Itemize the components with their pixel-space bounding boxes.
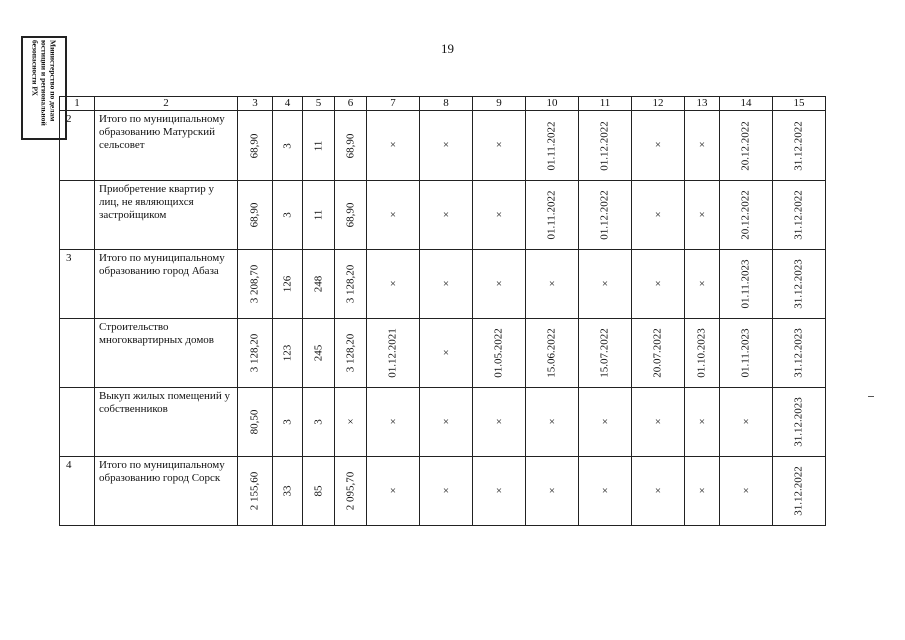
row-number-cell: 2 (60, 111, 95, 181)
rotated-value: 01.10.2023 (695, 328, 708, 378)
value-cell (632, 319, 685, 388)
value-cell (238, 457, 273, 526)
rotated-value: 01.11.2022 (545, 190, 558, 240)
rotated-value: 123 (281, 344, 293, 362)
rotated-value: 3 (281, 142, 293, 149)
value-cell (303, 457, 335, 526)
page-number: 19 (441, 41, 454, 56)
value-cell (303, 181, 335, 250)
rotated-value: 68,90 (344, 202, 356, 228)
column-number-cell: 9 (473, 97, 526, 111)
rotated-value: 3 (312, 419, 324, 425)
column-number-cell: 2 (95, 97, 238, 111)
rotated-value: 31.12.2022 (792, 466, 805, 516)
table-row (60, 111, 826, 181)
value-cell (367, 319, 420, 388)
stamp-line: безопасности РХ (30, 40, 40, 96)
value-cell (526, 181, 579, 250)
column-number-cell: 15 (773, 97, 826, 111)
not-applicable-cell: × (473, 457, 526, 526)
column-number-cell: 1 (60, 97, 95, 111)
not-applicable-cell: × (420, 457, 473, 526)
value-cell (773, 250, 826, 319)
not-applicable-cell: × (632, 181, 685, 250)
rotated-value: 3 208,70 (248, 264, 261, 304)
row-name-cell: Строительство многоквартирных домов (95, 319, 238, 388)
rotated-value: 15.06.2022 (545, 328, 558, 378)
table-row (60, 388, 826, 457)
value-cell (773, 388, 826, 457)
rotated-value: 31.12.2022 (792, 190, 805, 240)
value-cell (303, 250, 335, 319)
value-cell (238, 181, 273, 250)
not-applicable-cell: × (632, 457, 685, 526)
not-applicable-cell: × (420, 111, 473, 181)
rotated-value: 80,50 (248, 409, 261, 435)
stamp-text (31, 40, 58, 136)
value-cell (303, 319, 335, 388)
value-cell (238, 250, 273, 319)
value-cell (238, 388, 273, 457)
row-number-cell (60, 319, 95, 388)
not-applicable-cell: × (579, 388, 632, 457)
rotated-value: 68,90 (344, 133, 356, 158)
not-applicable-cell: × (632, 250, 685, 319)
rotated-value: 01.11.2023 (739, 259, 752, 309)
value-cell (579, 319, 632, 388)
rotated-value: 3 128,20 (344, 264, 356, 304)
value-cell (773, 319, 826, 388)
not-applicable-cell: × (579, 457, 632, 526)
not-applicable-cell: × (632, 111, 685, 181)
not-applicable-cell: × (685, 181, 720, 250)
row-number-cell: 3 (60, 250, 95, 319)
not-applicable-cell: × (473, 181, 526, 250)
rotated-value: 3 (281, 212, 293, 218)
column-number-cell: 11 (579, 97, 632, 111)
value-cell (720, 250, 773, 319)
value-cell (773, 111, 826, 181)
value-cell (273, 388, 303, 457)
value-cell (579, 181, 632, 250)
rotated-value: 2 155,60 (248, 471, 261, 511)
row-number-cell (60, 388, 95, 457)
value-cell (335, 319, 367, 388)
column-number-cell: 4 (273, 97, 303, 111)
value-cell (526, 319, 579, 388)
rotated-value: 15.07.2022 (598, 328, 611, 378)
value-cell (273, 319, 303, 388)
rotated-value: 68,90 (248, 202, 261, 228)
row-number-cell (60, 181, 95, 250)
rotated-value: 01.12.2021 (386, 328, 399, 378)
column-number-cell: 6 (335, 97, 367, 111)
rotated-value: 3 128,20 (248, 333, 261, 373)
value-cell (273, 111, 303, 181)
value-cell (273, 181, 303, 250)
rotated-value: 126 (281, 275, 293, 293)
margin-mark (868, 396, 874, 397)
rotated-value: 2 095,70 (344, 471, 356, 511)
not-applicable-cell: × (720, 457, 773, 526)
row-number-cell: 4 (60, 457, 95, 526)
value-cell (335, 181, 367, 250)
rotated-value: 31.12.2023 (792, 328, 805, 378)
not-applicable-cell: × (367, 250, 420, 319)
table-header-row (60, 97, 826, 111)
not-applicable-cell: × (367, 181, 420, 250)
not-applicable-cell: × (579, 250, 632, 319)
rotated-value: 01.05.2022 (492, 328, 505, 378)
value-cell (526, 111, 579, 181)
not-applicable-cell: × (335, 388, 367, 457)
rotated-value: 85 (312, 485, 324, 497)
not-applicable-cell: × (367, 457, 420, 526)
value-cell (303, 111, 335, 181)
column-number-cell: 5 (303, 97, 335, 111)
value-cell (473, 319, 526, 388)
row-name-cell: Приобретение квартир у лиц, не являющихся застройщиком (95, 181, 238, 250)
stamp-line: юстиции и региональной (39, 40, 49, 126)
column-number-cell: 8 (420, 97, 473, 111)
value-cell (335, 457, 367, 526)
column-number-cell: 14 (720, 97, 773, 111)
rotated-value: 11 (312, 140, 324, 151)
table-row (60, 250, 826, 319)
column-number-cell: 10 (526, 97, 579, 111)
value-cell (273, 457, 303, 526)
not-applicable-cell: × (526, 457, 579, 526)
value-cell (720, 111, 773, 181)
rotated-value: 3 128,20 (344, 333, 356, 373)
schedule-table (59, 96, 826, 526)
rotated-value: 248 (312, 275, 324, 293)
row-name-cell: Итого по муниципальному образованию Матурский сельсовет (95, 111, 238, 181)
not-applicable-cell: × (685, 250, 720, 319)
rotated-value: 31.12.2023 (792, 259, 805, 309)
value-cell (238, 111, 273, 181)
rotated-value: 20.12.2022 (739, 120, 752, 171)
value-cell (720, 319, 773, 388)
not-applicable-cell: × (420, 250, 473, 319)
not-applicable-cell: × (367, 388, 420, 457)
value-cell (335, 250, 367, 319)
rotated-value: 01.11.2023 (739, 328, 752, 378)
value-cell (685, 319, 720, 388)
not-applicable-cell: × (526, 250, 579, 319)
column-number-cell: 13 (685, 97, 720, 111)
not-applicable-cell: × (473, 250, 526, 319)
row-name-cell: Итого по муниципальному образованию город Абаза (95, 250, 238, 319)
not-applicable-cell: × (632, 388, 685, 457)
rotated-value: 68,90 (248, 133, 261, 158)
stamp-line: Министерство по делам (48, 40, 58, 122)
value-cell (773, 181, 826, 250)
value-cell (720, 181, 773, 250)
not-applicable-cell: × (367, 111, 420, 181)
value-cell (335, 111, 367, 181)
rotated-value: 20.07.2022 (651, 328, 664, 378)
not-applicable-cell: × (720, 388, 773, 457)
value-cell (273, 250, 303, 319)
not-applicable-cell: × (473, 111, 526, 181)
row-name-cell: Итого по муниципальному образованию город Сорск (95, 457, 238, 526)
rotated-value: 245 (312, 344, 324, 362)
column-number-cell: 7 (367, 97, 420, 111)
rotated-value: 31.12.2023 (792, 397, 805, 447)
rotated-value: 01.12.2022 (598, 120, 611, 171)
rotated-value: 20.12.2022 (739, 190, 752, 240)
not-applicable-cell: × (526, 388, 579, 457)
value-cell (303, 388, 335, 457)
rotated-value: 01.12.2022 (598, 190, 611, 240)
table-row (60, 319, 826, 388)
not-applicable-cell: × (420, 388, 473, 457)
value-cell (238, 319, 273, 388)
table-row (60, 457, 826, 526)
column-number-cell: 12 (632, 97, 685, 111)
rotated-value: 31.12.2022 (792, 120, 805, 171)
row-name-cell: Выкуп жилых помещений у собственников (95, 388, 238, 457)
column-number-cell: 3 (238, 97, 273, 111)
rotated-value: 3 (281, 419, 293, 425)
rotated-value: 01.11.2022 (545, 120, 558, 171)
not-applicable-cell: × (685, 388, 720, 457)
value-cell (579, 111, 632, 181)
rotated-value: 11 (312, 209, 324, 221)
not-applicable-cell: × (685, 457, 720, 526)
not-applicable-cell: × (685, 111, 720, 181)
rotated-value: 33 (281, 485, 293, 497)
not-applicable-cell: × (420, 319, 473, 388)
table-row (60, 181, 826, 250)
not-applicable-cell: × (473, 388, 526, 457)
value-cell (773, 457, 826, 526)
not-applicable-cell: × (420, 181, 473, 250)
